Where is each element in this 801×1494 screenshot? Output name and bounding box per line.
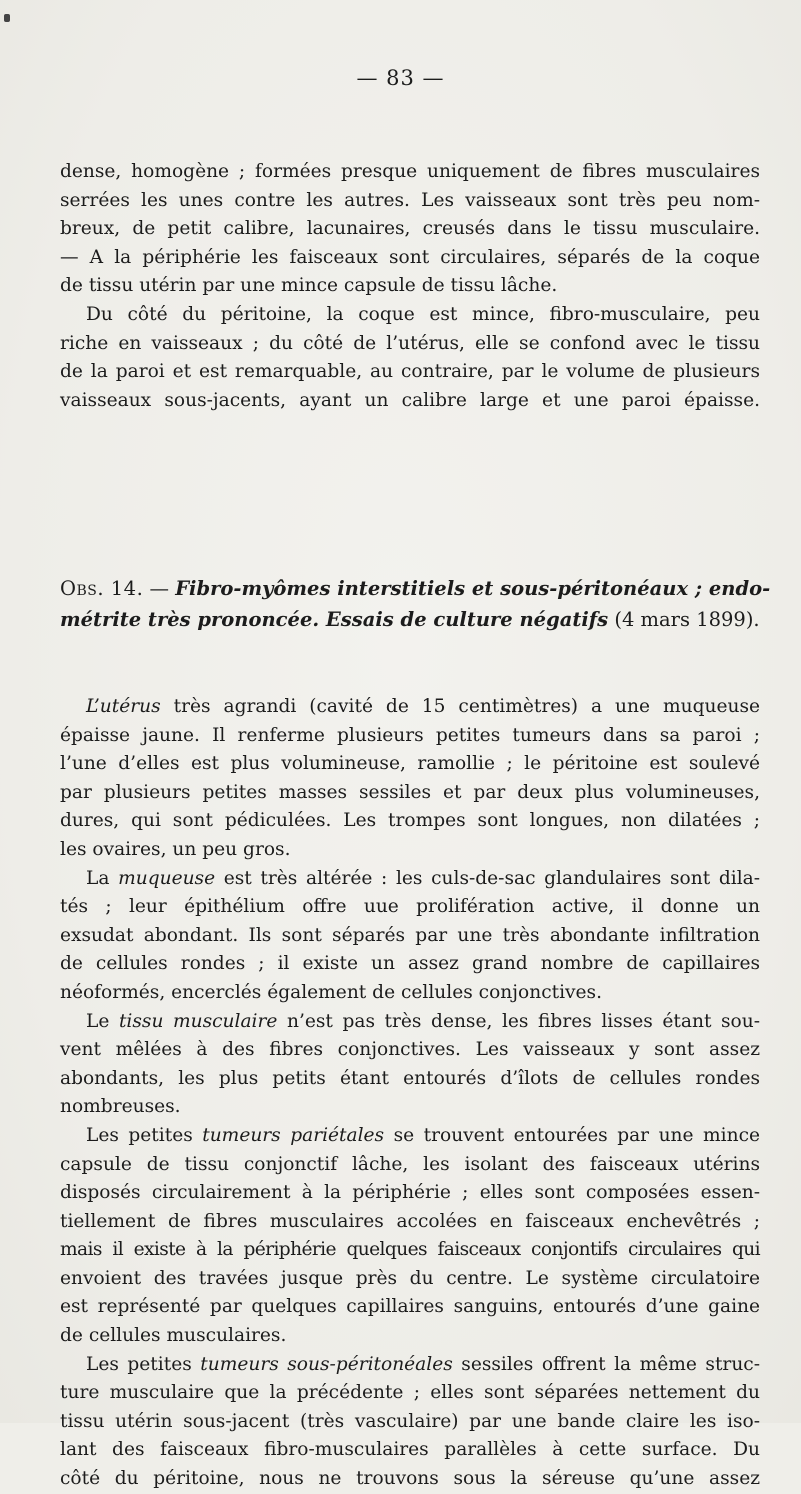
text-line: nombreuses. xyxy=(60,1096,181,1118)
observation-title-part2: métrite très prononcée. Essais de culture négatifs xyxy=(60,608,609,631)
text-line xyxy=(60,1008,760,1037)
page-number: — 83 — xyxy=(356,66,445,90)
emphasis: L’utérus xyxy=(86,696,161,717)
text-line: capsule de tissu conjonctif lâche, les isolant des faisceaux utérins xyxy=(60,1153,760,1175)
text-line: par plusieurs petites masses sessiles et par deux plus volumineuses, xyxy=(60,781,760,803)
text-line: de cellules musculaires. xyxy=(60,1325,287,1347)
text-line xyxy=(60,693,760,722)
text-line: épaisse jaune. Il renferme plusieurs petites tumeurs dans sa paroi ; xyxy=(60,724,760,746)
emphasis: tumeurs pariétales xyxy=(202,1124,385,1146)
text-line: de cellules rondes ; il existe un assez grand nombre de capillaires xyxy=(60,953,760,975)
text-line: est représenté par quelques capillaires sanguins, entourés d’une gaine xyxy=(60,1296,760,1318)
text-line: ture musculaire que la précédente ; elles sont séparées nettement du xyxy=(60,1382,760,1404)
emphasis: muqueuse xyxy=(118,867,216,889)
text-span: est très altérée : les culs-de-sac glandulaires sont dila- xyxy=(215,867,761,889)
text-line: tissu utérin sous-jacent (très vasculaire) par une bande claire les iso- xyxy=(60,1410,760,1432)
text-line: tiellement de fibres musculaires accolées en faisceaux enchevêtrés ; xyxy=(60,1210,760,1232)
text-line: dures, qui sont pédiculées. Les trompes sont longues, non dilatées ; xyxy=(60,810,760,832)
text-span: se trouvent entourées par une mince xyxy=(384,1124,760,1146)
text-line: lant des faisceaux fibro-musculaires parallèles à cette surface. Du xyxy=(60,1439,760,1461)
observation-title-part1: Fibro-myômes interstitiels et sous-péritonéaux ; endo- xyxy=(175,577,771,600)
text-line: les ovaires, un peu gros. xyxy=(60,838,291,860)
heading-dash: — xyxy=(143,577,176,600)
text-line: — A la périphérie les faisceaux sont circulaires, séparés de la coque xyxy=(60,246,760,268)
observation-date: (4 mars 1899). xyxy=(608,608,760,631)
text-span: Les petites xyxy=(86,1124,203,1146)
text-line xyxy=(60,1122,760,1151)
text-line xyxy=(60,865,760,894)
emphasis: tissu musculaire xyxy=(118,1010,278,1032)
text-line: abondants, les plus petits étant entourés d’îlots de cellules rondes xyxy=(60,1067,760,1089)
text-line: riche en vaisseaux ; du côté de l’utérus, elle se confond avec le tissu xyxy=(60,332,760,354)
text-line: envoient des travées jusque près du centre. Le système circulatoire xyxy=(60,1267,760,1289)
text-line: de tissu utérin par une mince capsule de tissu lâche. xyxy=(60,275,558,297)
text-span: n’est pas très dense, les fibres lisses étant sou- xyxy=(277,1010,761,1032)
emphasis: tumeurs sous-péritonéales xyxy=(200,1353,453,1375)
text-line: breux, de petit calibre, lacunaires, creusés dans le tissu musculaire. xyxy=(60,218,760,240)
margin-mark xyxy=(4,14,10,22)
text-line: exsudat abondant. Ils sont séparés par une très abondante infiltration xyxy=(60,924,760,946)
text-line: vent mêlées à des fibres conjonctives. Les vaisseaux y sont assez xyxy=(60,1039,760,1061)
text-line: Du côté du péritoine, la coque est mince, fibro-musculaire, peu xyxy=(86,303,760,325)
text-line: vaisseaux sous-jacents, ayant un calibre large et une paroi épaisse. xyxy=(60,389,760,411)
text-line: dense, homogène ; formées presque uniquement de fibres musculaires xyxy=(60,161,760,182)
text-line: mais il existe à la périphérie quelques faisceaux conjontifs circulaires qui xyxy=(60,1239,760,1261)
text-line: disposés circulairement à la périphérie ; elles sont composées essen- xyxy=(60,1182,760,1204)
observation-label: Obs. 14. xyxy=(60,577,144,600)
text-line: de la paroi et est remarquable, au contraire, par le volume de plusieurs xyxy=(60,361,760,383)
text-line: l’une d’elles est plus volumineuse, ramollie ; le péritoine est soulevé xyxy=(60,753,760,775)
observation-heading xyxy=(60,573,771,635)
text-line xyxy=(60,1351,760,1380)
text-span: Le xyxy=(86,1010,119,1032)
text-line: côté du péritoine, nous ne trouvons sous la séreuse qu’une assez xyxy=(60,1468,760,1490)
text-span: très agrandi (cavité de 15 centimètres) a une muqueuse xyxy=(160,696,760,717)
observation-body xyxy=(60,693,760,1494)
intro-paragraph xyxy=(60,158,760,415)
heading-line-2 xyxy=(60,604,760,635)
heading-line-1 xyxy=(60,573,771,604)
text-line: néoformés, encerclés également de cellules conjonctives. xyxy=(60,981,602,1003)
text-line: serrées les unes contre les autres. Les vaisseaux sont très peu nom- xyxy=(60,189,760,211)
text-span: sessiles offrent la même struc- xyxy=(452,1353,760,1375)
text-span: La xyxy=(86,867,119,889)
text-line: tés ; leur épithélium offre uue prolifération active, il donne un xyxy=(60,896,760,918)
text-span: Les petites xyxy=(86,1353,201,1375)
